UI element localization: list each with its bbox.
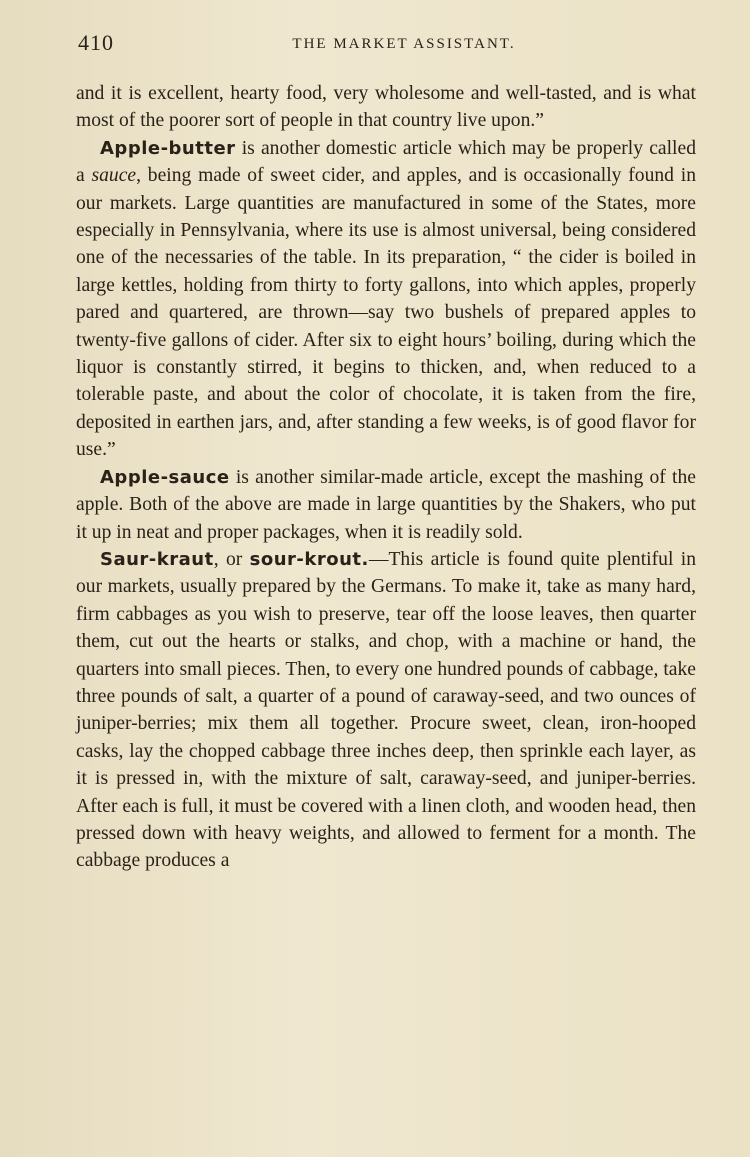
paragraph-text: is another domestic article which may be properly called a: [76, 137, 696, 187]
paragraph-text: , being made of sweet cider, and apples, and is occasionally found in our markets. Large quantities are manufactured in some of the States, more especially in Pennsylvania, where its use is almost universal, being considered one of the necessaries of the table. In its preparation, “ the cider is boiled in large kettles, holding from thirty to forty gallons, into which apples, properly pared and quartered, are thrown—say two bushels of prepared apples to twenty-five gallons of cider. After six to eight hours’ boiling, during which the liquor is constantly stirred, it begins to thicken, and, when reduced to a tolerable paste, and about the color of chocolate, it is taken from the fire, deposited in earthen jars, and, after standing a few weeks, is of good flavor for use.”: [76, 165, 696, 461]
paragraph-saur-kraut: [76, 546, 696, 875]
italic-word: sauce: [91, 165, 137, 187]
entry-term-sour-krout: sour-krout.: [249, 548, 369, 570]
paragraph-continuation: [76, 80, 696, 135]
page-header: [78, 30, 690, 60]
paragraph-apple-sauce: [76, 464, 696, 546]
paragraph-text: and it is excellent, hearty food, very wholesome and well-tasted, and is what most of the poorer sort of people in that country live upon.”: [76, 83, 696, 132]
term-connector: , or: [213, 548, 250, 570]
entry-term-apple-butter: Apple-butter: [100, 137, 236, 159]
paragraph-text: —This article is found quite plentiful in our markets, usually prepared by the Germans. To make it, take as many hard, firm cabbages as you wish to preserve, tear off the loose leaves, then quarter them, cut out the hearts or stalks, and chop, with a machine or hand, the quarters into small pieces. Then, to every one hundred pounds of cabbage, take three pounds of salt, a quarter of a pound of caraway-seed, and two ounces of juniper-berries; mix them all together. Procure sweet, clean, iron-hooped casks, lay the chopped cabbage three inches deep, then sprinkle each layer, as it is pressed in, with the mixture of salt, caraway-seed, and juniper-berries. After each is full, it must be covered with a linen cloth, and wooden head, then pressed down with heavy weights, and allowed to ferment for a month. The cabbage produces a: [76, 548, 696, 872]
running-head: THE MARKET ASSISTANT.: [292, 36, 516, 52]
paragraph-apple-butter: [76, 135, 696, 464]
body-text: [76, 80, 696, 875]
entry-term-apple-sauce: Apple-sauce: [100, 466, 230, 488]
entry-term-saur-kraut: Saur-kraut: [100, 548, 214, 570]
paragraph-text: is another similar-made article, except the mashing of the apple. Both of the above are made in large quantities by the Shakers, who put it up in neat and proper packages, when it is readily sold.: [76, 466, 696, 543]
page-number: 410: [78, 30, 114, 55]
